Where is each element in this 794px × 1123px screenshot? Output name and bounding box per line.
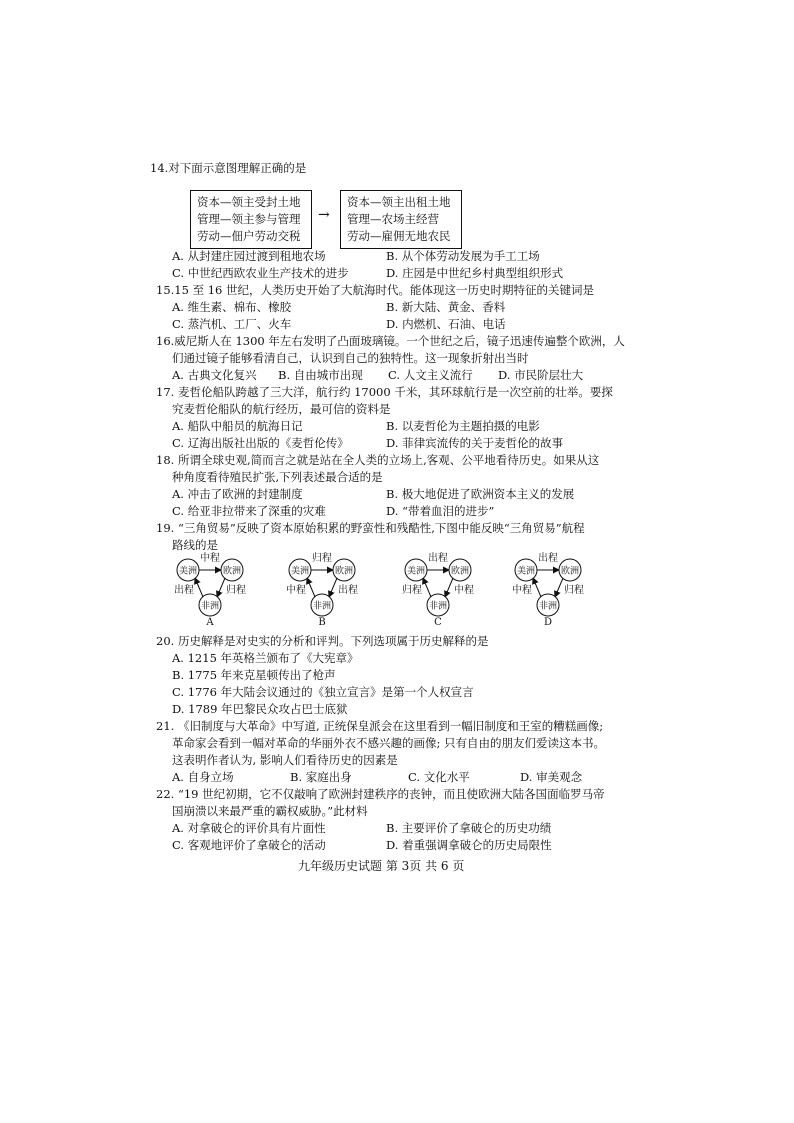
q19-diagram-d-letter: D	[543, 617, 553, 628]
q19-diagram-b-edge-left	[307, 578, 315, 597]
q17-option-b[interactable]: B. 以麦哲伦为主题拍摄的电影	[386, 419, 540, 433]
q19-diagram-d-label-left: 中程	[512, 585, 532, 596]
q19-diagram-b	[286, 551, 358, 628]
q21-stem-line-2: 革命家会看到一幅对革命的华丽外衣不感兴趣的画像; 只有自由的朋友们爱读这本书。	[172, 736, 606, 750]
q16-option-a[interactable]: A. 古典文化复兴	[172, 368, 257, 382]
q19-diagram-d-node-label-europe: 欧洲	[560, 566, 580, 577]
q19-diagram-d	[512, 551, 584, 628]
q21-option-a[interactable]: A. 自身立场	[172, 770, 234, 784]
q16-option-d[interactable]: D. 市民阶层壮大	[498, 368, 584, 382]
q21-option-c[interactable]: C. 文化水平	[408, 770, 470, 784]
q19-diagram-c-edge-right	[445, 578, 453, 597]
q22-option-d[interactable]: D. 着重强调拿破仑的历史局限性	[386, 838, 552, 852]
q19-diagram-b-label-right: 出程	[338, 585, 358, 596]
q22-stem-line-2: 国崩溃以来最严重的霸权威胁。”此材料	[172, 804, 368, 818]
q14-box-left-line-3: 劳动—佃户劳动交税	[197, 229, 301, 243]
q21-stem-line-1: 21. 《旧制度与大革命》中写道, 正统保皇派会在这里看到一幅旧制度和王室的糟糕画像;	[156, 719, 604, 733]
q19-diagram-a-label-top: 中程	[200, 553, 220, 564]
q19-diagram-d-edge-left	[533, 578, 541, 597]
q18-option-d[interactable]: D. “带着血泪的进步”	[386, 504, 495, 518]
q19-diagrams	[0, 548, 794, 628]
q17-option-a[interactable]: A. 船队中船员的航海日记	[172, 419, 303, 433]
q18-option-b[interactable]: B. 极大地促进了欧洲资本主义的发展	[386, 487, 575, 501]
q19-diagram-a-letter: A	[206, 617, 214, 628]
q21-option-d[interactable]: D. 审美观念	[520, 770, 583, 784]
q19-diagram-d-label-top: 出程	[538, 553, 558, 564]
q19-diagram-b-label-top: 归程	[312, 553, 332, 564]
q16-stem-line-1: 16.威尼斯人在 1300 年左右发明了凸面玻璃镜。一个世纪之后，镜子迅速传遍整个欧洲，人	[156, 334, 625, 348]
q22-option-b[interactable]: B. 主要评价了拿破仑的历史功绩	[386, 821, 552, 835]
q19-diagram-a-node-label-africa: 非洲	[200, 601, 220, 612]
q17-option-c[interactable]: C. 辽海出版社出版的《麦哲伦传》	[172, 436, 349, 450]
q19-diagram-a-node-label-america: 美洲	[178, 566, 198, 577]
q18-option-a[interactable]: A. 冲击了欧洲的封建制度	[172, 487, 303, 501]
q14-box-right-line-1: 资本—领主出租土地	[347, 195, 451, 209]
q19-diagram-d-edge-right	[555, 578, 563, 597]
q19-diagram-c	[402, 551, 474, 628]
q20-option-c[interactable]: C. 1776 年大陆会议通过的《独立宣言》是第一个人权宣言	[172, 685, 474, 699]
q22-stem-line-1: 22. “19 世纪初期，它不仅敲响了欧洲封建秩序的丧钟，而且使欧洲大陆各国面临罗马帝	[156, 787, 605, 801]
q19-diagram-b-node-label-america: 美洲	[290, 566, 310, 577]
q19-diagram-a-edge-right	[217, 578, 225, 597]
q14-box-left	[190, 190, 312, 249]
q19-diagram-a-edge-left	[195, 578, 203, 597]
q15-option-b[interactable]: B. 新大陆、黄金、香料	[386, 300, 506, 314]
q15-option-c[interactable]: C. 蒸汽机、工厂、火车	[172, 317, 292, 331]
q19-diagram-b-letter: B	[318, 617, 326, 628]
q14-stem: 14.对下面示意图理解正确的是	[150, 161, 307, 175]
q16-option-c[interactable]: C. 人文主义流行	[388, 368, 473, 382]
q16-stem-line-2: 们通过镜子能够看清自己，认识到自己的独特性。这一现象折射出当时	[172, 351, 529, 365]
q14-option-a[interactable]: A. 从封建庄园过渡到租地农场	[172, 249, 326, 263]
q14-arrow: →	[318, 207, 330, 223]
q20-option-a[interactable]: A. 1215 年英格兰颁布了《大宪章》	[172, 651, 359, 665]
q14-option-c[interactable]: C. 中世纪西欧农业生产技术的进步	[172, 266, 349, 280]
q20-option-b[interactable]: B. 1775 年来克星顿传出了枪声	[172, 668, 336, 682]
q19-diagram-c-label-top: 出程	[428, 553, 448, 564]
page-footer: 九年级历史试题 第 3页 共 6 页	[298, 859, 465, 873]
q19-diagram-c-letter: C	[434, 617, 442, 628]
q20-stem: 20. 历史解释是对史实的分析和评判。下列选项属于历史解释的是	[156, 634, 489, 648]
q14-option-b[interactable]: B. 从个体劳动发展为手工工场	[386, 249, 540, 263]
q19-diagram-b-label-left: 中程	[286, 585, 306, 596]
q15-option-d[interactable]: D. 内燃机、石油、电话	[386, 317, 506, 331]
q14-box-right	[340, 190, 462, 249]
q14-box-right-line-3: 劳动—雇佣无地农民	[347, 229, 451, 243]
q19-diagram-c-label-right: 中程	[454, 585, 474, 596]
q19-diagram-c-node-label-america: 美洲	[406, 566, 426, 577]
q22-option-c[interactable]: C. 客观地评价了拿破仑的活动	[172, 838, 326, 852]
q15-stem: 15.15 至 16 世纪，人类历史开始了大航海时代。能体现这一历史时期特征的关键词是	[156, 283, 595, 297]
q16-option-b[interactable]: B. 自由城市出现	[278, 368, 363, 382]
q20-option-d[interactable]: D. 1789 年巴黎民众攻占巴士底狱	[172, 702, 348, 716]
q14-box-left-line-2: 管理—领主参与管理	[197, 212, 301, 226]
q19-diagram-c-node-label-europe: 欧洲	[450, 566, 470, 577]
q18-stem-line-1: 18. 所谓全球史观,简而言之就是站在全人类的立场上,客观、公平地看待历史。如果从这	[156, 453, 600, 467]
q21-stem-line-3: 这表明作者认为, 影响人们看待历史的因素是	[172, 753, 398, 767]
q15-option-a[interactable]: A. 维生素、棉布、橡胶	[172, 300, 292, 314]
q21-option-b[interactable]: B. 家庭出身	[290, 770, 352, 784]
q19-diagram-a-label-left: 出程	[174, 585, 194, 596]
q19-diagram-c-label-left: 归程	[402, 585, 422, 596]
q19-diagram-c-node-label-africa: 非洲	[428, 601, 448, 612]
q18-stem-line-2: 种角度看待殖民扩张,下列表述最合适的是	[172, 470, 383, 484]
q19-diagram-a-label-right: 归程	[226, 585, 246, 596]
q19-diagram-c-edge-left	[423, 578, 431, 597]
q19-diagram-a	[174, 551, 246, 628]
q17-stem-line-2: 究麦哲伦船队的航行经历，最可信的资料是	[172, 402, 391, 416]
q22-option-a[interactable]: A. 对拿破仑的评价具有片面性	[172, 821, 326, 835]
q19-stem-line-1: 19. “三角贸易”反映了资本原始积累的野蛮性和残酷性,下图中能反映“三角贸易”航程	[156, 521, 585, 535]
q19-diagram-b-edge-right	[329, 578, 337, 597]
q19-diagram-d-node-label-africa: 非洲	[538, 601, 558, 612]
q14-box-left-line-1: 资本—领主受封土地	[197, 195, 301, 209]
q18-option-c[interactable]: C. 给亚非拉带来了深重的灾难	[172, 504, 326, 518]
q17-option-d[interactable]: D. 菲律宾流传的关于麦哲伦的故事	[386, 436, 564, 450]
q19-diagram-a-node-label-europe: 欧洲	[222, 566, 242, 577]
q19-stem-line-2: 路线的是	[172, 538, 218, 552]
q19-diagram-d-node-label-america: 美洲	[516, 566, 536, 577]
q19-diagram-d-label-right: 归程	[564, 585, 584, 596]
q19-diagram-b-node-label-europe: 欧洲	[334, 566, 354, 577]
q19-diagram-b-node-label-africa: 非洲	[312, 601, 332, 612]
q14-option-d[interactable]: D. 庄园是中世纪乡村典型组织形式	[386, 266, 564, 280]
q17-stem-line-1: 17. 麦哲伦船队跨越了三大洋，航行约 17000 千米，其环球航行是一次空前的壮举。要探	[156, 385, 613, 399]
q14-box-right-line-2: 管理—农场主经营	[347, 212, 439, 226]
